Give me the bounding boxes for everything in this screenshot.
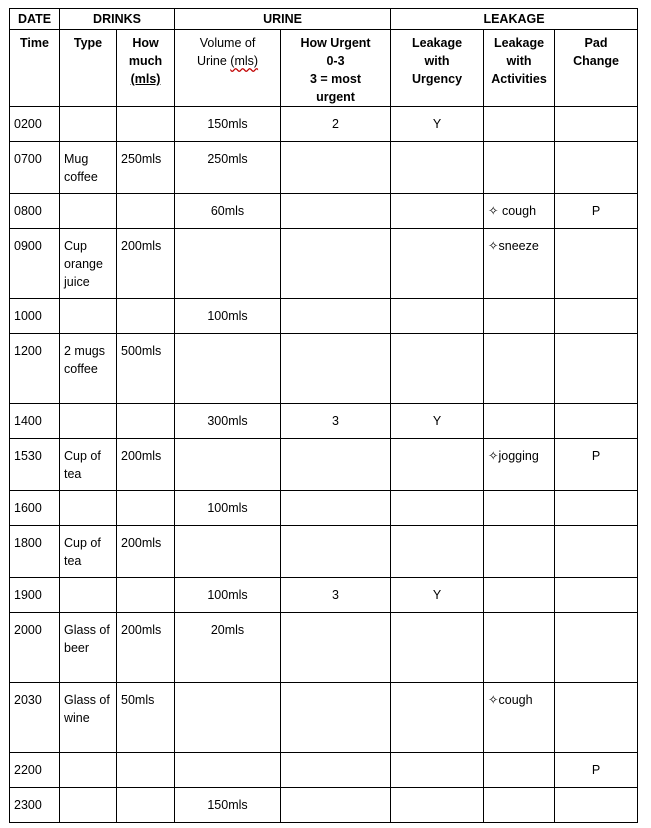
- drink-amount-cell: [117, 753, 175, 788]
- pad-change-cell: [555, 613, 638, 683]
- leakage-urgency-cell: [391, 683, 484, 753]
- urine-volume-cell: [175, 439, 281, 491]
- pad-change-cell: [555, 107, 638, 142]
- urgency-cell: [281, 526, 391, 578]
- header-row-columns: [10, 30, 638, 107]
- leakage-urgency-cell: [391, 194, 484, 229]
- volume-header-line2: Urine: [196, 54, 231, 68]
- table-row: [10, 491, 638, 526]
- pad-change-header-line1: Pad: [584, 36, 608, 50]
- pad-change-cell: [555, 526, 638, 578]
- urgency-cell: [281, 788, 391, 823]
- leakage-urgency-cell: [391, 753, 484, 788]
- table-row: [10, 578, 638, 613]
- leakage-urgency-cell: Y: [391, 578, 484, 613]
- table-row: [10, 439, 638, 491]
- leakage-activity-cell: [484, 613, 555, 683]
- pad-change-header: [555, 30, 638, 107]
- drink-type-cell: [60, 578, 117, 613]
- pad-change-cell: [555, 334, 638, 404]
- table-row: [10, 142, 638, 194]
- drink-type-cell: Cup of tea: [60, 526, 117, 578]
- drink-type-cell: [60, 404, 117, 439]
- urine-volume-cell: 20mls: [175, 613, 281, 683]
- leakage-activity-cell: [484, 299, 555, 334]
- volume-header-unit: (mls): [230, 54, 259, 68]
- table-row: [10, 788, 638, 823]
- drink-amount-cell: 50mls: [117, 683, 175, 753]
- drink-amount-cell: 500mls: [117, 334, 175, 404]
- urgency-header-line1: How Urgent: [300, 36, 371, 50]
- urgency-cell: [281, 142, 391, 194]
- urgency-cell: [281, 439, 391, 491]
- drink-type-cell: [60, 788, 117, 823]
- leakage-urgency-cell: [391, 526, 484, 578]
- drink-amount-cell: [117, 194, 175, 229]
- drink-amount-cell: [117, 491, 175, 526]
- time-cell: 0900: [10, 229, 60, 299]
- header-row-groups: [10, 9, 638, 30]
- time-cell: 0200: [10, 107, 60, 142]
- table-row: [10, 613, 638, 683]
- drink-type-cell: [60, 107, 117, 142]
- pad-change-cell: P: [555, 439, 638, 491]
- leakage-activity-cell: [484, 107, 555, 142]
- urine-volume-cell: 300mls: [175, 404, 281, 439]
- time-cell: 2300: [10, 788, 60, 823]
- how-much-header-line2: much: [128, 54, 163, 68]
- urgency-cell: 3: [281, 404, 391, 439]
- leakage-activity-cell: [484, 788, 555, 823]
- urgency-cell: [281, 491, 391, 526]
- pad-change-cell: [555, 299, 638, 334]
- drink-amount-cell: 200mls: [117, 526, 175, 578]
- drink-type-cell: [60, 299, 117, 334]
- leakage-urgency-cell: [391, 299, 484, 334]
- urgency-cell: 2: [281, 107, 391, 142]
- leakage-urgency-cell: Y: [391, 107, 484, 142]
- leakage-urgency-cell: [391, 142, 484, 194]
- urine-volume-cell: 150mls: [175, 107, 281, 142]
- pad-change-cell: P: [555, 753, 638, 788]
- how-much-header: [117, 30, 175, 107]
- table-row: [10, 753, 638, 788]
- drink-amount-cell: [117, 404, 175, 439]
- pad-change-cell: [555, 404, 638, 439]
- table-row: [10, 194, 638, 229]
- leakage-urgency-cell: [391, 788, 484, 823]
- time-cell: 1900: [10, 578, 60, 613]
- leakage-activity-cell: ✧sneeze: [484, 229, 555, 299]
- leakage-urgency-header-line1: Leakage: [412, 36, 463, 50]
- time-cell: 1400: [10, 404, 60, 439]
- volume-header-line1: Volume of: [199, 36, 256, 50]
- pad-change-cell: [555, 578, 638, 613]
- how-much-header-line3: (mls): [130, 72, 161, 86]
- drink-amount-cell: 250mls: [117, 142, 175, 194]
- volume-header: [175, 30, 281, 107]
- urine-volume-cell: 100mls: [175, 491, 281, 526]
- leakage-urgency-cell: [391, 334, 484, 404]
- leakage-activity-cell: [484, 404, 555, 439]
- drink-type-cell: Glass of wine: [60, 683, 117, 753]
- leakage-urgency-header-line3: Urgency: [412, 72, 463, 86]
- table-row: [10, 526, 638, 578]
- drink-type-cell: Cup of tea: [60, 439, 117, 491]
- leakage-header: LEAKAGE: [391, 9, 638, 30]
- pad-change-cell: [555, 491, 638, 526]
- leakage-urgency-cell: Y: [391, 404, 484, 439]
- urine-header: URINE: [175, 9, 391, 30]
- urgency-cell: [281, 194, 391, 229]
- drink-type-cell: 2 mugs coffee: [60, 334, 117, 404]
- pad-change-cell: P: [555, 194, 638, 229]
- leakage-activity-cell: [484, 753, 555, 788]
- table-row: [10, 299, 638, 334]
- urgency-cell: [281, 334, 391, 404]
- urine-volume-cell: 250mls: [175, 142, 281, 194]
- leakage-activities-header: [484, 30, 555, 107]
- urine-volume-cell: 100mls: [175, 299, 281, 334]
- leakage-urgency-cell: [391, 613, 484, 683]
- time-cell: 2030: [10, 683, 60, 753]
- urine-volume-cell: [175, 229, 281, 299]
- pad-change-cell: [555, 229, 638, 299]
- table-row: [10, 107, 638, 142]
- table-row: [10, 404, 638, 439]
- urine-volume-cell: 150mls: [175, 788, 281, 823]
- time-cell: 0800: [10, 194, 60, 229]
- pad-change-cell: [555, 788, 638, 823]
- drink-amount-cell: [117, 578, 175, 613]
- leakage-urgency-cell: [391, 491, 484, 526]
- drink-amount-cell: 200mls: [117, 613, 175, 683]
- leakage-activity-cell: ✧cough: [484, 683, 555, 753]
- urine-volume-cell: [175, 334, 281, 404]
- leakage-urgency-cell: [391, 229, 484, 299]
- leakage-urgency-header-line2: with: [424, 54, 450, 68]
- urine-volume-cell: [175, 753, 281, 788]
- leakage-urgency-header: [391, 30, 484, 107]
- drink-type-cell: [60, 753, 117, 788]
- leakage-activity-cell: [484, 334, 555, 404]
- drink-type-cell: Glass of beer: [60, 613, 117, 683]
- date-header: DATE: [10, 9, 60, 30]
- drink-amount-cell: [117, 299, 175, 334]
- leakage-activity-cell: [484, 578, 555, 613]
- table-row: [10, 229, 638, 299]
- pad-change-header-line2: Change: [573, 54, 619, 68]
- time-cell: 1800: [10, 526, 60, 578]
- time-cell: 1530: [10, 439, 60, 491]
- leakage-activities-header-line2: with: [506, 54, 532, 68]
- drink-type-cell: Mug coffee: [60, 142, 117, 194]
- urine-volume-cell: [175, 683, 281, 753]
- urgency-header-line3: 3 = most: [309, 72, 362, 86]
- time-cell: 1000: [10, 299, 60, 334]
- urine-volume-cell: [175, 526, 281, 578]
- drink-type-cell: [60, 194, 117, 229]
- leakage-urgency-cell: [391, 439, 484, 491]
- time-cell: 1200: [10, 334, 60, 404]
- time-header: Time: [10, 30, 60, 107]
- leakage-activities-header-line3: Activities: [491, 72, 547, 86]
- urine-volume-cell: 60mls: [175, 194, 281, 229]
- urgency-cell: [281, 753, 391, 788]
- bladder-diary-table: [9, 8, 638, 823]
- pad-change-cell: [555, 142, 638, 194]
- leakage-activity-cell: [484, 142, 555, 194]
- urgency-header-line4: urgent: [316, 90, 355, 104]
- drinks-header: DRINKS: [60, 9, 175, 30]
- drink-type-cell: Cup orange juice: [60, 229, 117, 299]
- time-cell: 2000: [10, 613, 60, 683]
- drink-amount-cell: 200mls: [117, 229, 175, 299]
- type-header: Type: [60, 30, 117, 107]
- time-cell: 0700: [10, 142, 60, 194]
- leakage-activities-header-line1: Leakage: [494, 36, 545, 50]
- urgency-cell: 3: [281, 578, 391, 613]
- how-much-header-line1: How: [132, 36, 159, 50]
- drink-amount-cell: 200mls: [117, 439, 175, 491]
- leakage-activity-cell: [484, 491, 555, 526]
- leakage-activity-cell: ✧ cough: [484, 194, 555, 229]
- time-cell: 2200: [10, 753, 60, 788]
- urgency-cell: [281, 683, 391, 753]
- urine-volume-cell: 100mls: [175, 578, 281, 613]
- urgency-cell: [281, 229, 391, 299]
- leakage-activity-cell: ✧jogging: [484, 439, 555, 491]
- drink-amount-cell: [117, 788, 175, 823]
- urgency-cell: [281, 299, 391, 334]
- urgency-header: [281, 30, 391, 107]
- table-row: [10, 334, 638, 404]
- drink-amount-cell: [117, 107, 175, 142]
- urgency-cell: [281, 613, 391, 683]
- urgency-header-line2: 0-3: [326, 54, 345, 68]
- pad-change-cell: [555, 683, 638, 753]
- drink-type-cell: [60, 491, 117, 526]
- table-row: [10, 683, 638, 753]
- time-cell: 1600: [10, 491, 60, 526]
- leakage-activity-cell: [484, 526, 555, 578]
